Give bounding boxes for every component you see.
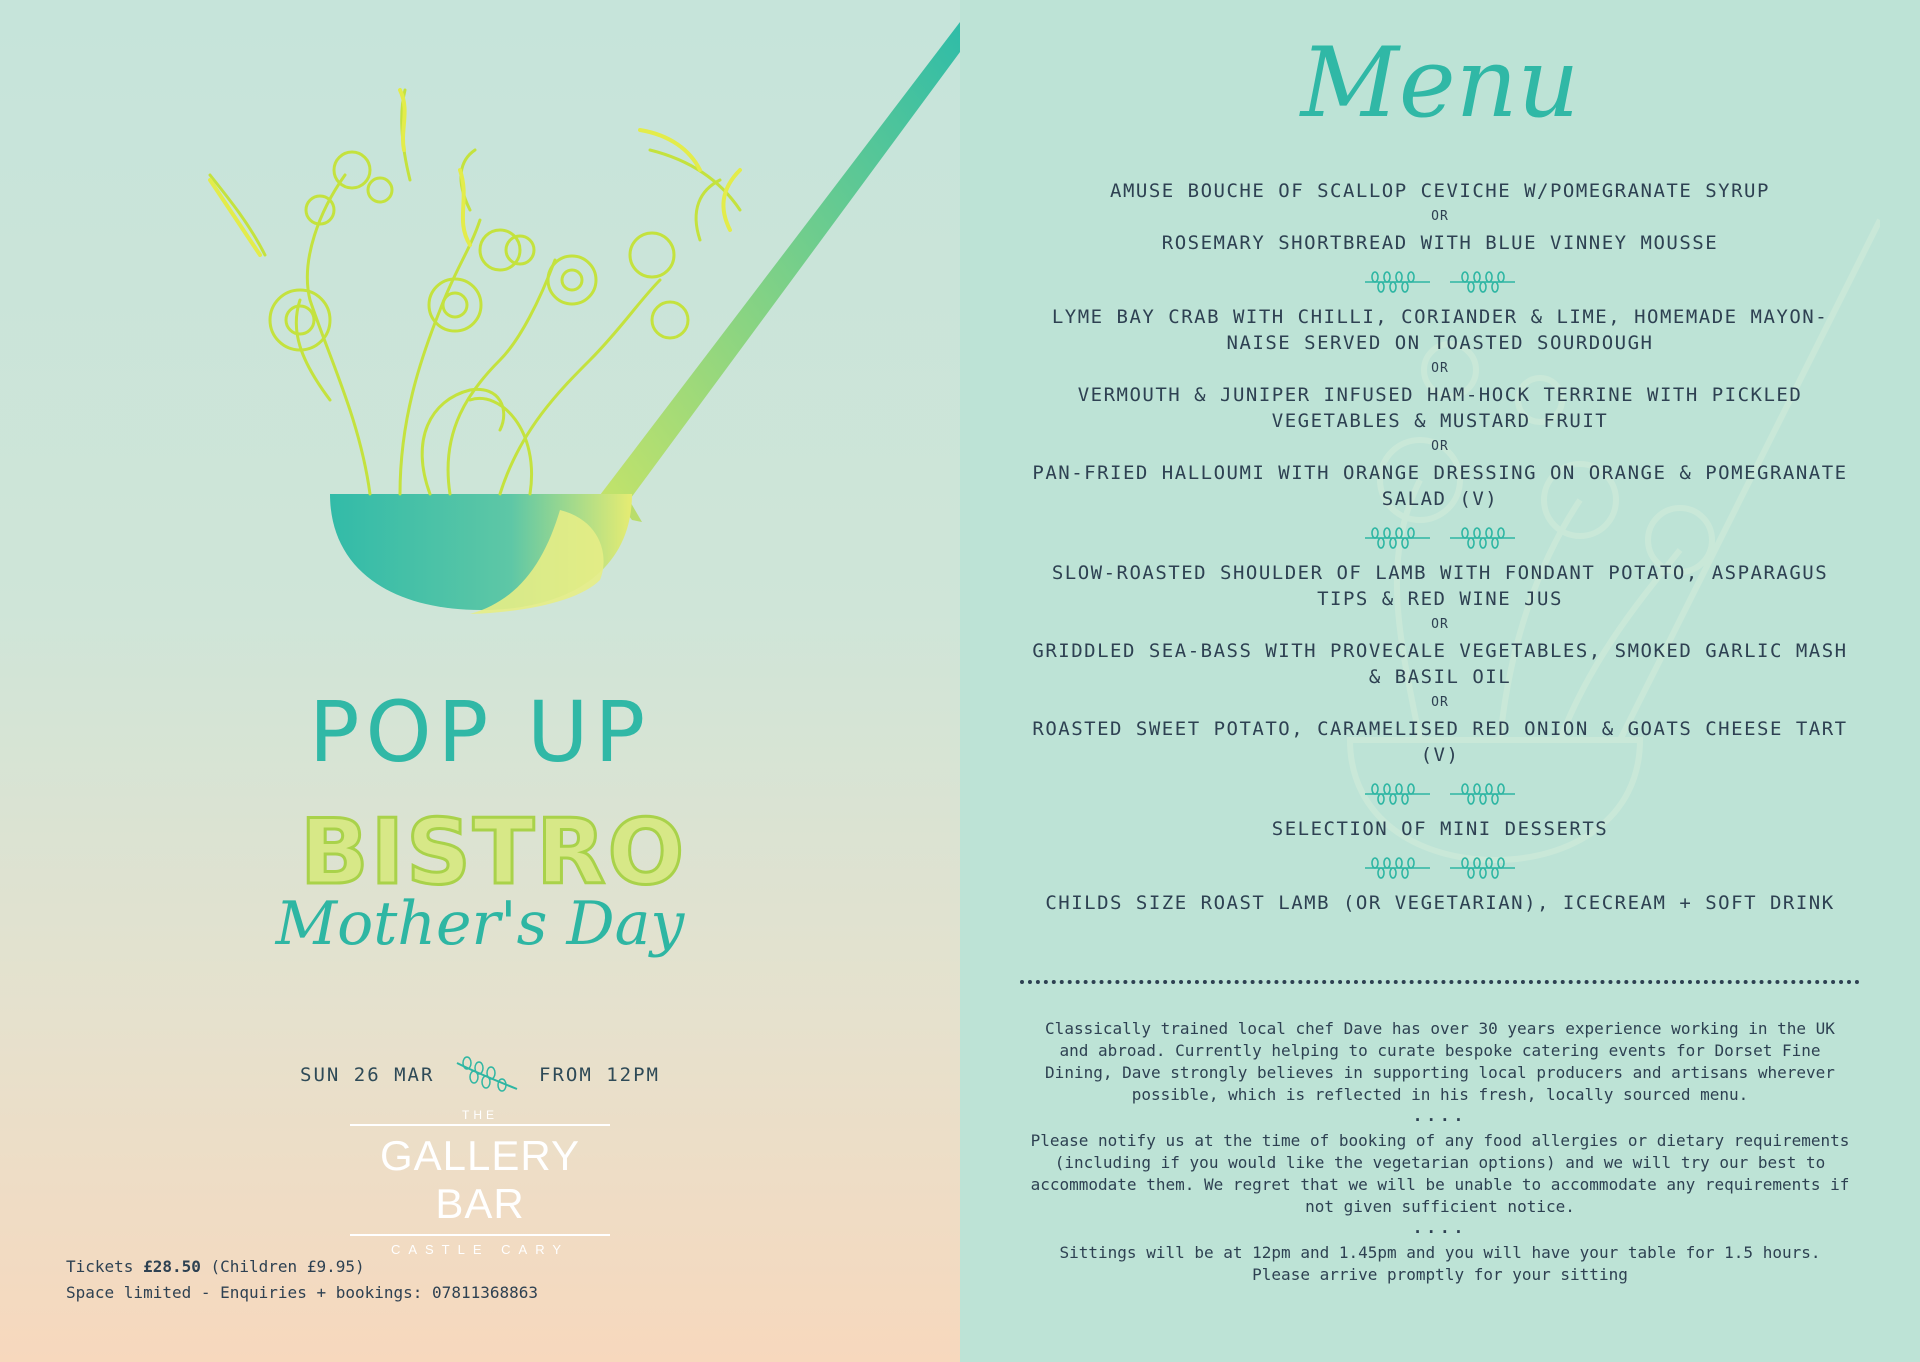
ladle-illustration [0, 0, 960, 660]
logo-location: CASTLE CARY [390, 1242, 570, 1257]
occasion-title: Mother's Day [275, 889, 685, 959]
dish-item: PAN-FRIED HALLOUMI WITH ORANGE DRESSING ON ORANGE & POMEGRANATE SALAD (V) [1032, 462, 1848, 510]
sprig-divider [1020, 264, 1860, 300]
or-label: OR [1431, 439, 1449, 454]
menu-list [1020, 178, 1860, 916]
ticket-prefix: Tickets [66, 1257, 144, 1276]
ticket-price: £28.50 [143, 1257, 201, 1276]
sprig-icon [1360, 523, 1520, 553]
dot-separator: .... [1412, 1218, 1468, 1237]
dish-item: VERMOUTH & JUNIPER INFUSED HAM-HOCK TERRINE WITH PICKLED VEGETABLES & MUSTARD FRUIT [1077, 384, 1803, 432]
event-time: FROM 12PM [539, 1064, 660, 1086]
logo-name: GALLERY BAR [380, 1132, 580, 1227]
or-label: OR [1431, 695, 1449, 710]
sprig-icon [1360, 267, 1520, 297]
dish-item: SELECTION OF MINI DESSERTS [1271, 818, 1609, 840]
ticket-children: (Children £9.95) [200, 1257, 365, 1276]
logo-rule-bottom [350, 1234, 610, 1236]
sprig-divider [1020, 520, 1860, 556]
dish-item: ROASTED SWEET POTATO, CARAMELISED RED ONION & GOATS CHEESE TART (V) [1032, 718, 1848, 766]
event-date: SUN 26 MAR [300, 1064, 435, 1086]
sprig-icon [1360, 853, 1520, 883]
or-label: OR [1431, 361, 1449, 376]
ticket-price-line [66, 1254, 538, 1280]
dish-item: SLOW-ROASTED SHOULDER OF LAMB WITH FONDANT POTATO, ASPARAGUS TIPS & RED WINE JUS [1051, 562, 1829, 610]
dish-item: AMUSE BOUCHE OF SCALLOP CEVICHE W/POMEGRANATE SYRUP [1110, 180, 1770, 202]
sprig-divider [1020, 850, 1860, 886]
chef-about: Classically trained local chef Dave has over 30 years experience working in the UK and abroad. Currently helping to curate bespoke catering events for Dorset Fine Dining, Dave strongly believes in supporting local producers and artisans wherever possible, which is reflected in his fresh, locally sourced menu. [1045, 1019, 1835, 1104]
sprig-icon [1360, 779, 1520, 809]
dotted-rule [1020, 980, 1860, 984]
logo-rule-top [350, 1124, 610, 1126]
sprig-divider [1020, 776, 1860, 812]
sprig-icon [452, 1055, 522, 1095]
dish-item: ROSEMARY SHORTBREAD WITH BLUE VINNEY MOUSSE [1161, 232, 1719, 254]
sittings-notice: Sittings will be at 12pm and 1.45pm and you will have your table for 1.5 hours. Please arrive promptly for your sitting [1059, 1243, 1821, 1284]
ticket-info [66, 1254, 538, 1306]
right-panel [960, 0, 1920, 1362]
logo-the: THE [462, 1108, 498, 1122]
bistro-title: BISTRO [300, 800, 687, 905]
dish-item: GRIDDLED SEA-BASS WITH PROVECALE VEGETABLES, SMOKED GARLIC MASH & BASIL OIL [1032, 640, 1848, 688]
or-label: OR [1431, 209, 1449, 224]
dish-item: LYME BAY CRAB WITH CHILLI, CORIANDER & LIME, HOMEMADE MAYON-NAISE SERVED ON TOASTED SOURDOUGH [1051, 306, 1829, 354]
dish-item: CHILDS SIZE ROAST LAMB (OR VEGETARIAN), ICECREAM + SOFT DRINK [1045, 892, 1835, 914]
date-line [300, 1055, 660, 1095]
pop-up-title: POP UP [308, 683, 652, 781]
allergy-notice: Please notify us at the time of booking of any food allergies or dietary requirements (including if you would like the vegetarian options) and we will try our best to accommodate them. We regret that we will be unable to accommodate any requirements if not given sufficient notice. [1030, 1131, 1850, 1216]
dot-separator: .... [1412, 1106, 1468, 1125]
or-label: OR [1431, 617, 1449, 632]
info-block [1030, 1018, 1850, 1286]
gallery-bar-logo [340, 1108, 620, 1257]
booking-line: Space limited - Enquiries + bookings: 07811368863 [66, 1283, 539, 1302]
menu-title: Menu [1300, 27, 1580, 139]
